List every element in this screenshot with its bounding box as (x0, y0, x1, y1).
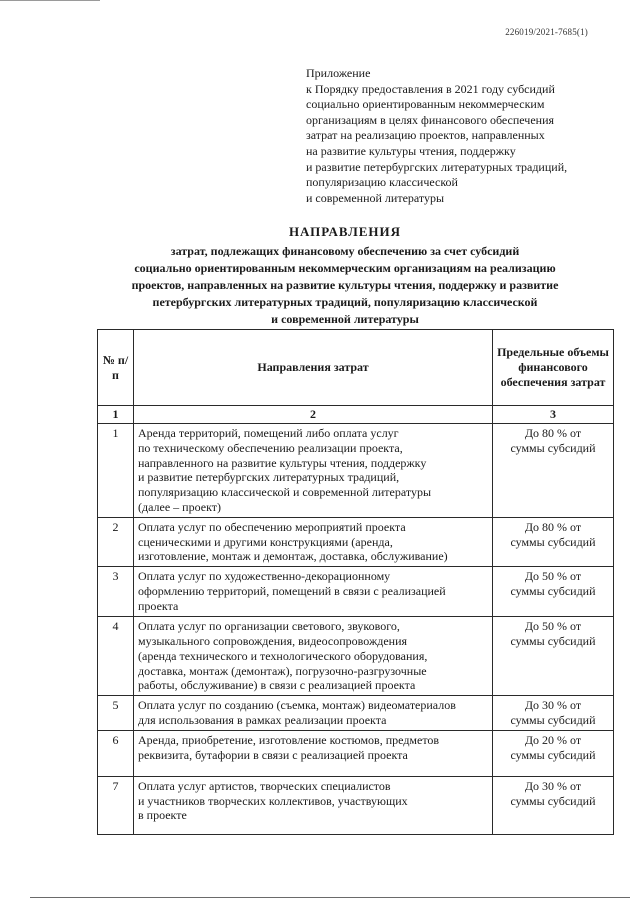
limit-line: До 80 % от (524, 519, 582, 534)
document-id: 226019/2021-7685(1) (505, 27, 588, 37)
appendix-line: на развитие культуры чтения, поддержку (306, 143, 516, 158)
direction-line: популяризацию классической и современной литературы (138, 485, 432, 500)
direction-line: доставка, монтаж (демонтаж), погрузочно-разгрузочные (138, 663, 427, 678)
row-num: 6 (98, 730, 134, 776)
row-direction (134, 567, 493, 617)
appendix-line: и развитие петербургских литературных традиций, (306, 159, 568, 174)
row-direction (134, 617, 493, 696)
direction-line: направленного на развитие культуры чтения, поддержку (138, 455, 427, 470)
direction-line: Оплата услуг по обеспечению мероприятий проекта (138, 519, 406, 534)
header-num: № п/п (98, 330, 134, 406)
limit-line: До 50 % от (524, 619, 582, 634)
row-num: 4 (98, 617, 134, 696)
row-num: 7 (98, 776, 134, 834)
table-row (98, 730, 614, 776)
cost-directions-table (97, 329, 614, 835)
header-limit: Предельные объемы финансового обеспечения затрат (493, 330, 614, 406)
table-row (98, 696, 614, 731)
appendix-line: популяризацию классической (306, 175, 458, 190)
direction-line: для использования в рамках реализации проекта (138, 712, 387, 727)
direction-line: в проекте (138, 808, 187, 823)
direction-line: музыкального сопровождения, видеосопровождения (138, 633, 408, 648)
row-direction (134, 730, 493, 776)
bottom-scan-rule (30, 897, 630, 898)
row-limit (493, 517, 614, 566)
appendix-line: затрат на реализацию проектов, направленных (306, 128, 545, 143)
row-limit (493, 730, 614, 776)
limit-line: До 20 % от (524, 732, 582, 747)
limit-line: суммы субсидий (510, 440, 596, 455)
direction-line: Оплата услуг по организации светового, звукового, (138, 619, 400, 634)
column-number: 1 (98, 406, 134, 424)
row-limit (493, 696, 614, 731)
appendix-line: и современной литературы (306, 190, 445, 205)
direction-line: Оплата услуг артистов, творческих специалистов (138, 778, 391, 793)
row-direction (134, 424, 493, 518)
appendix-header (306, 66, 626, 206)
table-row (98, 776, 614, 834)
limit-line: суммы субсидий (510, 534, 596, 549)
top-scan-rule (0, 0, 100, 1)
direction-line: оформлению территорий, помещений в связи с реализацией (138, 583, 446, 598)
subtitle-line: и современной литературы (271, 312, 419, 326)
direction-line: по техническому обеспечению реализации проекта, (138, 440, 403, 455)
row-num: 5 (98, 696, 134, 731)
direction-line: Аренда, приобретение, изготовление костюмов, предметов (138, 732, 440, 747)
row-num: 2 (98, 517, 134, 566)
direction-line: сценическими и другими конструкциями (аренда, (138, 534, 393, 549)
table-row (98, 567, 614, 617)
direction-line: проекта (138, 598, 179, 613)
subtitle-line: петербургских литературных традиций, популяризацию классической (152, 295, 538, 309)
appendix-line: Приложение (306, 66, 371, 80)
appendix-line: организациям в целях финансового обеспечения (306, 112, 555, 127)
column-number: 2 (134, 406, 493, 424)
row-num: 1 (98, 424, 134, 518)
direction-line: Оплата услуг по созданию (съемка, монтаж) видеоматериалов (138, 698, 456, 713)
limit-line: суммы субсидий (510, 712, 596, 727)
row-direction (134, 696, 493, 731)
column-number-row (98, 406, 614, 424)
direction-line: Аренда территорий, помещений либо оплата услуг (138, 426, 399, 440)
document-title-block (80, 224, 610, 328)
subtitle-line: проектов, направленных на развитие культуры чтения, поддержку и развитие (131, 278, 559, 292)
limit-line: суммы субсидий (510, 633, 596, 648)
limit-line: суммы субсидий (510, 583, 596, 598)
table-row (98, 617, 614, 696)
direction-line: и участников творческих коллективов, участвующих (138, 793, 408, 808)
row-num: 3 (98, 567, 134, 617)
direction-line: (далее – проект) (138, 499, 221, 514)
row-limit (493, 567, 614, 617)
limit-line: суммы субсидий (510, 793, 596, 808)
subtitle-line: затрат, подлежащих финансовому обеспечению за счет субсидий (170, 244, 520, 258)
limit-line: До 80 % от (524, 426, 582, 440)
document-subtitle (80, 243, 610, 328)
table-row (98, 424, 614, 518)
appendix-line: социально ориентированным некоммерческим (306, 97, 545, 112)
header-direction: Направления затрат (134, 330, 493, 406)
row-limit (493, 776, 614, 834)
direction-line: и развитие петербургских литературных традиций, (138, 470, 400, 485)
document-title: НАПРАВЛЕНИЯ (288, 224, 402, 239)
table-row (98, 517, 614, 566)
direction-line: (аренда технического и технологического оборудования, (138, 648, 428, 663)
row-direction (134, 776, 493, 834)
limit-line: До 30 % от (524, 698, 582, 713)
row-limit (493, 617, 614, 696)
table-header-row (98, 330, 614, 406)
direction-line: работы, обслуживание) в связи с реализацией проекта (138, 678, 416, 693)
limit-line: суммы субсидий (510, 747, 596, 762)
row-direction (134, 517, 493, 566)
direction-line: реквизита, бутафории в связи с реализацией проекта (138, 747, 408, 762)
appendix-line: к Порядку предоставления в 2021 году субсидий (306, 81, 555, 96)
limit-line: До 50 % от (524, 569, 582, 584)
column-number: 3 (493, 406, 614, 424)
subtitle-line: социально ориентированным некоммерческим организациям на реализацию (134, 261, 556, 275)
direction-line: изготовление, монтаж и демонтаж, доставка, обслуживание) (138, 549, 448, 564)
row-limit (493, 424, 614, 518)
direction-line: Оплата услуг по художественно-декорационному (138, 569, 391, 584)
limit-line: До 30 % от (524, 778, 582, 793)
